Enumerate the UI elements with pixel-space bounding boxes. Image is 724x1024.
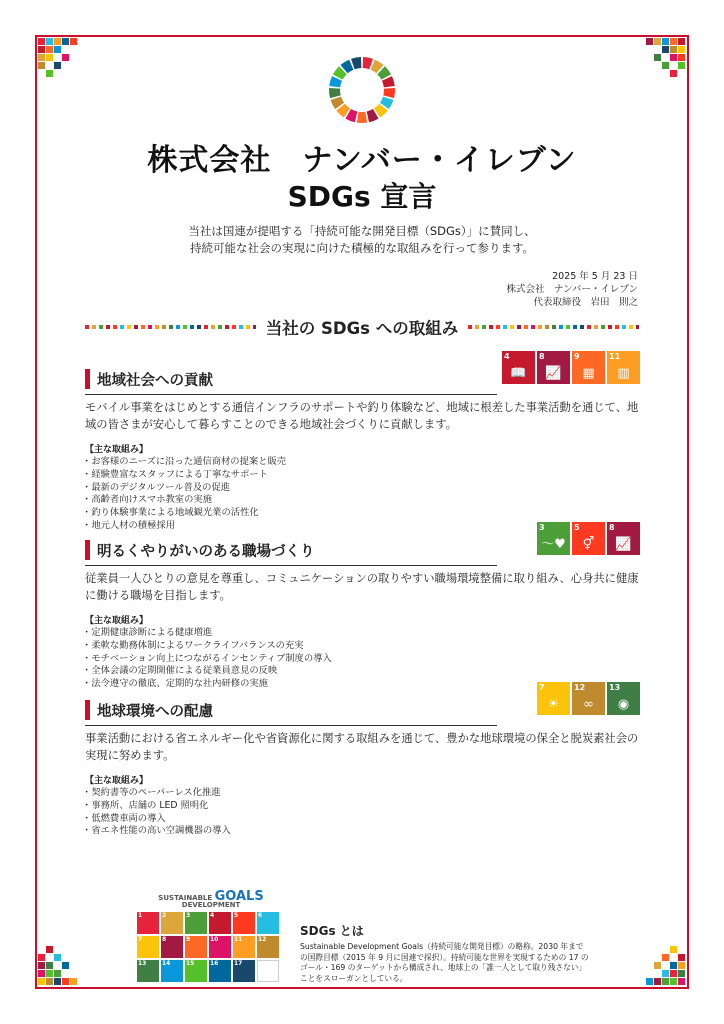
corner-pixel (46, 946, 53, 953)
divider-dot (503, 325, 507, 329)
sun-icon: ☀ (547, 697, 560, 712)
divider-dot (468, 325, 472, 329)
sdg-tile-number: 5 (234, 912, 239, 919)
wheel-segment (383, 88, 395, 98)
divider-dot (148, 325, 152, 329)
sdg-tile-number: 16 (210, 960, 219, 967)
corner-pixel (670, 38, 677, 45)
divider-dot (496, 325, 500, 329)
action-item: ・ 定期健康診断による健康増進 (85, 627, 640, 640)
divider-dot (120, 325, 124, 329)
sdg-goal-9-icon (572, 351, 605, 384)
divider-dot (176, 325, 180, 329)
intro-text (0, 223, 724, 257)
wheel-segment (329, 88, 341, 98)
corner-pixel (678, 962, 685, 969)
action-item: ・ 経験豊富なスタッフによる丁寧なサポート (85, 469, 640, 482)
divider-dot (475, 325, 479, 329)
sdg-tile-number: 12 (258, 936, 267, 943)
section-accent-bar (85, 540, 90, 560)
action-item: ・ 地元人材の積極採用 (85, 520, 640, 533)
divider-dot (636, 325, 639, 329)
corner-pixel (654, 962, 661, 969)
city-icon: ▥ (617, 366, 630, 381)
sdg-tile-number: 1 (138, 912, 143, 919)
goal-number: 3 (539, 523, 545, 532)
goal-icons (502, 351, 640, 384)
corner-pixel (670, 946, 677, 953)
divider-dot (197, 325, 201, 329)
corner-pixel (670, 54, 677, 61)
divider-dot (134, 325, 138, 329)
sdg-tile (137, 912, 159, 934)
sdgs-logo-line2: DEVELOPMENT (181, 901, 241, 909)
corner-pixel (62, 978, 69, 985)
sdg-tile-number: 13 (138, 960, 147, 967)
sdg-tile-number: 6 (258, 912, 263, 919)
corner-pixel (54, 970, 61, 977)
divider-dot (552, 325, 556, 329)
divider-dot (545, 325, 549, 329)
corner-pixel (38, 970, 45, 977)
divider-dot (517, 325, 521, 329)
section-title: 地域社会への貢献 (97, 373, 213, 389)
sdg-tile-number: 17 (234, 960, 243, 967)
corner-pixel (54, 978, 61, 985)
sdg-tile-number: 7 (138, 936, 143, 943)
goal-icons (537, 522, 640, 555)
corner-pixel (62, 54, 69, 61)
sdg-tile (209, 936, 231, 958)
corner-pixel (662, 46, 669, 53)
dotted-divider-left (85, 325, 256, 329)
divider-dot (204, 325, 208, 329)
main-heading: 当社の SDGs への取組み (265, 319, 459, 338)
sdg-goal-8-icon (607, 522, 640, 555)
sdgs-goals-poster (137, 889, 285, 982)
divider-dot (538, 325, 542, 329)
sdg-tile (233, 912, 255, 934)
corner-pixel (646, 978, 653, 985)
divider-dot (510, 325, 514, 329)
sdg-goal-4-icon (502, 351, 535, 384)
corner-pixel (662, 954, 669, 961)
sdg-goal-8-icon (537, 351, 570, 384)
corner-pixel (46, 962, 53, 969)
sdg-tile (209, 960, 231, 982)
goal-icons (537, 682, 640, 715)
actions-label: 【主な取組み】 (85, 616, 149, 626)
corner-pixel (38, 954, 45, 961)
sdg-tile-number: 10 (210, 936, 219, 943)
divider-dot (113, 325, 117, 329)
heartbeat-icon: 〜♥ (541, 537, 566, 552)
eye-globe-icon: ◉ (617, 697, 630, 712)
sdg-tile-number: 9 (186, 936, 191, 943)
corner-decoration-bottom-left (38, 946, 78, 986)
sdg-tile-number: 8 (162, 936, 167, 943)
corner-pixel (62, 962, 69, 969)
intro-line-2: 持続可能な社会の実現に向けた積極的な取組みを行って参ります。 (189, 241, 535, 255)
divider-dot (211, 325, 215, 329)
wheel-segment (351, 57, 361, 69)
sdgs-logo-goals: GOALS (214, 889, 264, 904)
action-item: ・ 契約書等のペーパーレス化推進 (85, 787, 640, 800)
signature-block (507, 270, 638, 309)
sdg-tile (161, 912, 183, 934)
corner-pixel (670, 970, 677, 977)
growth-chart-icon: 📈 (545, 366, 562, 381)
corner-pixel (38, 978, 45, 985)
divider-dot (85, 325, 89, 329)
action-item: ・ 省エネ性能の高い空調機器の導入 (85, 825, 640, 838)
corner-pixel (46, 970, 53, 977)
divider-dot (594, 325, 598, 329)
goal-number: 4 (504, 352, 510, 361)
sdg-tile-number: 14 (162, 960, 171, 967)
sdgs-tiles-grid (137, 912, 285, 982)
declaration-title: SDGs 宣言 (287, 180, 437, 213)
sdg-tile (161, 960, 183, 982)
wheel-segment (363, 57, 373, 69)
corner-pixel (678, 54, 685, 61)
goal-number: 7 (539, 683, 545, 692)
book-icon: 📖 (510, 366, 527, 381)
divider-dot (587, 325, 591, 329)
corner-pixel (38, 46, 45, 53)
sdgs-logo (137, 889, 285, 909)
corner-pixel (46, 54, 53, 61)
divider-dot (524, 325, 528, 329)
corner-pixel (46, 38, 53, 45)
corner-pixel (646, 38, 653, 45)
gender-icon: ⚥ (582, 537, 595, 552)
sdg-tile (137, 936, 159, 958)
action-item: ・ 最新のデジタルツール普及の促進 (85, 482, 640, 495)
corner-pixel (654, 978, 661, 985)
section-accent-bar (85, 700, 90, 720)
corner-pixel (70, 978, 77, 985)
corner-pixel (54, 38, 61, 45)
corner-pixel (678, 62, 685, 69)
sdg-tile (257, 912, 279, 934)
divider-dot (127, 325, 131, 329)
action-item: ・ 釣り体験事業による地域観光業の活性化 (85, 507, 640, 520)
action-item: ・ モチベーション向上につながるインセンティブ制度の導入 (85, 653, 640, 666)
sdg-goal-12-icon (572, 682, 605, 715)
divider-dot (246, 325, 250, 329)
signature-representative: 代表取締役 岩田 則之 (533, 297, 638, 308)
goal-number: 9 (574, 352, 580, 361)
intro-line-1: 当社は国連が提唱する「持続可能な開発目標（SDGs）」に賛同し、 (188, 224, 536, 238)
section-title: 地球環境への配慮 (97, 704, 213, 720)
divider-dot (566, 325, 570, 329)
corner-pixel (662, 970, 669, 977)
divider-dot (622, 325, 626, 329)
divider-dot (162, 325, 166, 329)
signature-company: 株式会社 ナンバー・イレブン (506, 284, 638, 295)
divider-dot (155, 325, 159, 329)
wheel-segment (357, 112, 367, 123)
section-accent-bar (85, 369, 90, 389)
divider-dot (489, 325, 493, 329)
action-item: ・ 全体会議の定期開催による従業員意見の反映 (85, 665, 640, 678)
corner-pixel (54, 46, 61, 53)
goal-number: 5 (574, 523, 580, 532)
sdg-tile (137, 960, 159, 982)
corner-pixel (70, 38, 77, 45)
section-description: 事業活動における省エネルギー化や省資源化に関する取組みを通じて、豊かな地球環境の保全と脱炭素社会の実現に努めます。 (85, 732, 639, 762)
goal-number: 8 (609, 523, 615, 532)
divider-dot (531, 325, 535, 329)
sdg-tile-number: 3 (186, 912, 191, 919)
divider-dot (141, 325, 145, 329)
corner-pixel (46, 70, 53, 77)
sdg-tile (257, 936, 279, 958)
divider-dot (169, 325, 173, 329)
sdg-tile (233, 936, 255, 958)
divider-dot (629, 325, 633, 329)
growth-chart-icon: 📈 (615, 537, 632, 552)
sdg-tile (185, 936, 207, 958)
corner-pixel (670, 962, 677, 969)
about-text: Sustainable Development Goals（持続可能な開発目標）の略称。2030 年までの国際目標（2015 年 9 月に国連で採択）。持続可能な世界を実現するための 17 のゴール・169 のターゲットから構成され、地球上の「誰一人として取り残さない」ことをスローガンとしている。 (300, 942, 589, 983)
goal-number: 8 (539, 352, 545, 361)
action-item: ・ 低燃費車両の導入 (85, 813, 640, 826)
corner-pixel (38, 38, 45, 45)
sdg-goal-11-icon (607, 351, 640, 384)
dotted-divider-right (468, 325, 639, 329)
about-title: SDGs とは (300, 924, 364, 938)
corner-pixel (678, 46, 685, 53)
corner-pixel (38, 62, 45, 69)
section-description: 従業員一人ひとりの意見を尊重し、コミュニケーションの取りやすい職場環境整備に取り組み、心身共に健康に働ける職場を目指します。 (85, 572, 639, 602)
divider-dot (239, 325, 243, 329)
goal-number: 13 (609, 683, 621, 692)
section-underline (85, 565, 497, 566)
divider-dot (225, 325, 229, 329)
divider-dot (99, 325, 103, 329)
corner-pixel (54, 954, 61, 961)
sdg-tile (185, 960, 207, 982)
company-title: 株式会社 ナンバー・イレブン (147, 143, 577, 178)
corner-pixel (46, 46, 53, 53)
corner-pixel (670, 978, 677, 985)
divider-dot (183, 325, 187, 329)
action-item: ・ 法令遵守の徹底、定期的な社内研修の実施 (85, 678, 640, 691)
corner-pixel (654, 54, 661, 61)
cubes-icon: ▦ (582, 366, 595, 381)
corner-pixel (46, 978, 53, 985)
divider-dot (482, 325, 486, 329)
corner-pixel (662, 38, 669, 45)
goal-number: 12 (574, 683, 586, 692)
divider-dot (232, 325, 236, 329)
divider-dot (615, 325, 619, 329)
sdg-tile-number: 15 (186, 960, 195, 967)
sdgs-logo-line1: SUSTAINABLE (158, 894, 213, 902)
divider-dot (559, 325, 563, 329)
sdg-goal-13-icon (607, 682, 640, 715)
main-heading-row (85, 316, 639, 338)
sdg-tile (233, 960, 255, 982)
divider-dot (92, 325, 96, 329)
actions-list (85, 787, 640, 838)
sdg-tile-number: 11 (234, 936, 243, 943)
section-underline (85, 725, 497, 726)
corner-decoration-top-right (646, 38, 686, 78)
corner-pixel (662, 978, 669, 985)
sdg-tile-number: 4 (210, 912, 215, 919)
divider-dot (608, 325, 612, 329)
declaration-date: 2025 年 5 月 23 日 (552, 271, 638, 282)
corner-pixel (662, 62, 669, 69)
sdg-tile-number: 2 (162, 912, 167, 919)
divider-dot (601, 325, 605, 329)
sdg-goal-5-icon (572, 522, 605, 555)
sdg-tile (257, 960, 279, 982)
section-header (85, 352, 640, 395)
divider-dot (190, 325, 194, 329)
divider-dot (580, 325, 584, 329)
section-title: 明るくやりがいのある職場づくり (97, 544, 315, 560)
action-item: ・ 高齢者向けスマホ教室の実施 (85, 494, 640, 507)
corner-pixel (38, 962, 45, 969)
goal-number: 11 (609, 352, 621, 361)
action-item: ・ 事務所、店舗の LED 照明化 (85, 800, 640, 813)
divider-dot (218, 325, 222, 329)
corner-pixel (654, 38, 661, 45)
sdg-tile (185, 912, 207, 934)
corner-pixel (678, 38, 685, 45)
sdg-tile (161, 936, 183, 958)
corner-pixel (62, 38, 69, 45)
sdgs-wheel-icon (327, 55, 397, 125)
action-item: ・ お客様のニーズに沿った通信商材の提案と販売 (85, 456, 640, 469)
corner-pixel (678, 978, 685, 985)
corner-decoration-bottom-right (646, 946, 686, 986)
divider-dot (106, 325, 110, 329)
corner-pixel (678, 970, 685, 977)
corner-pixel (670, 70, 677, 77)
sdg-goal-3-icon (537, 522, 570, 555)
sdg-tile (209, 912, 231, 934)
section-underline (85, 394, 497, 395)
corner-pixel (38, 54, 45, 61)
actions-label: 【主な取組み】 (85, 445, 149, 455)
action-item: ・ 柔軟な勤務体制によるワークライフバランスの充実 (85, 640, 640, 653)
section-description: モバイル事業をはじめとする通信インフラのサポートや釣り体験など、地域に根差した事業活動を通じて、地域の皆さまが安心して暮らすことのできる地域社会づくりに貢献します。 (85, 401, 639, 431)
section-community (85, 352, 640, 533)
infinity-icon: ∞ (583, 697, 594, 712)
actions-label: 【主な取組み】 (85, 776, 149, 786)
corner-pixel (678, 954, 685, 961)
corner-decoration-top-left (38, 38, 78, 78)
divider-dot (573, 325, 577, 329)
sdg-goal-7-icon (537, 682, 570, 715)
corner-pixel (670, 46, 677, 53)
corner-pixel (54, 62, 61, 69)
about-sdgs (300, 922, 590, 984)
